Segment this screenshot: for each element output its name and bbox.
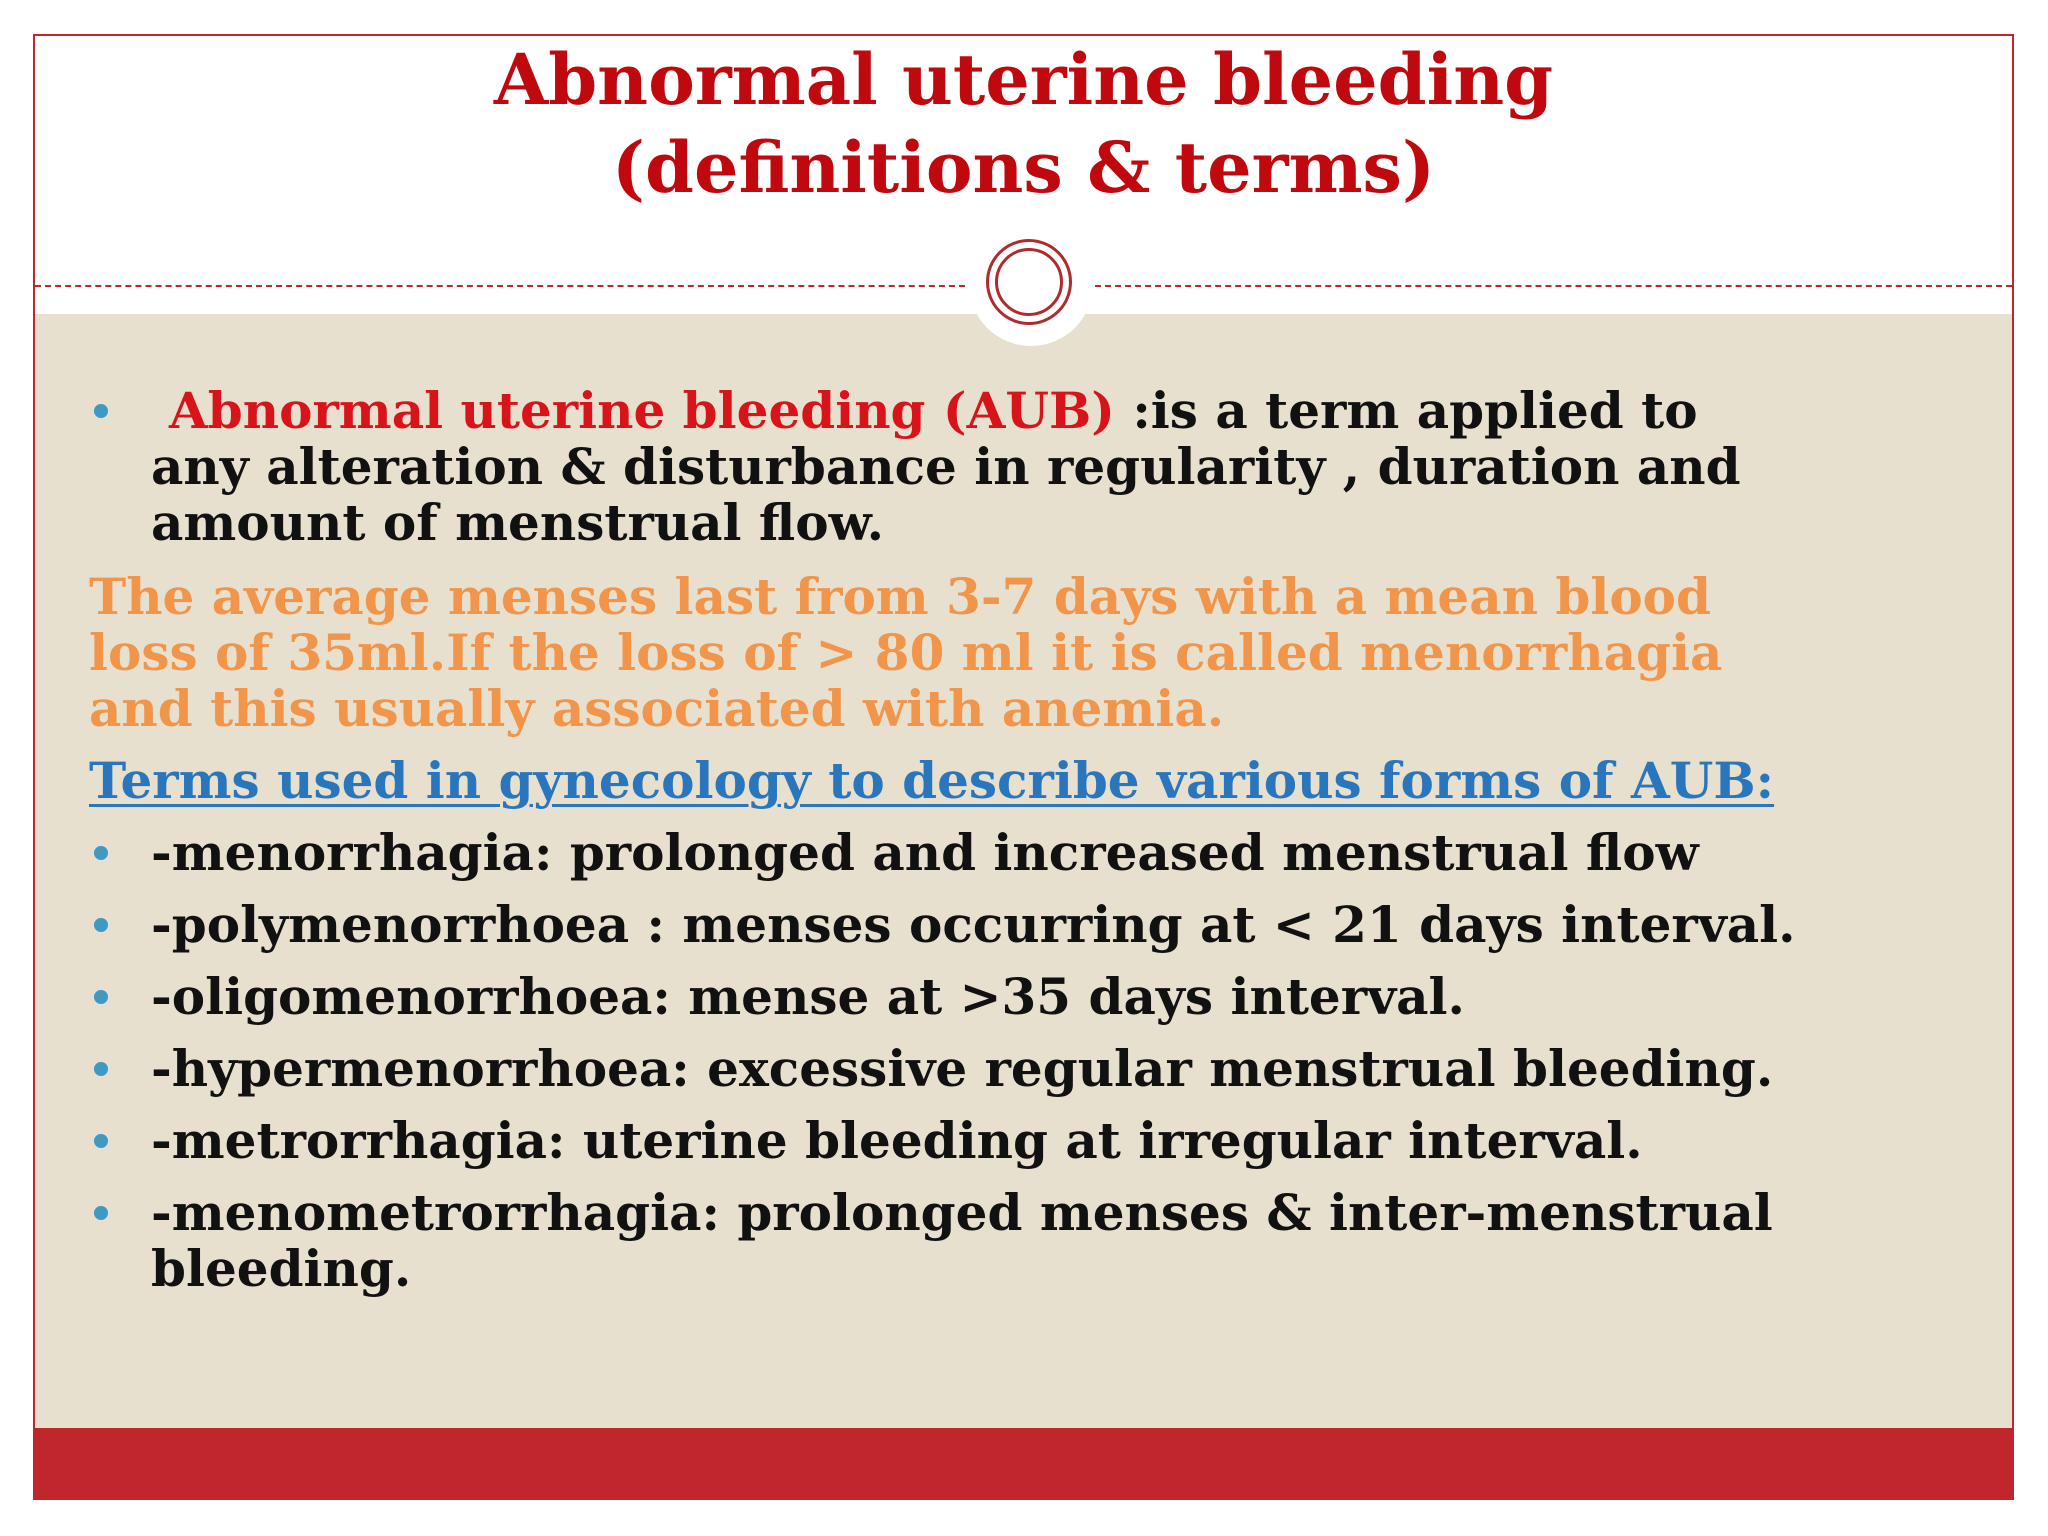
title-line-2: (definitions & terms) — [611, 126, 1436, 209]
bullet-icon — [94, 918, 108, 932]
term-text-continuation: bleeding. — [151, 1239, 412, 1298]
slide — [33, 34, 2014, 1500]
title-divider-left — [35, 285, 965, 287]
bullet-icon — [94, 846, 108, 860]
average-text-2: loss of 35ml.If the loss of > 80 ml it is called menorrhagia — [89, 623, 1723, 682]
bullet-icon — [94, 990, 108, 1004]
average-text-3: and this usually associated with anemia. — [89, 679, 1225, 738]
bullet-icon — [94, 1062, 108, 1076]
term-text: -menorrhagia: prolonged and increased menstrual flow — [151, 823, 1699, 882]
average-text-1: The average menses last from 3-7 days with a mean blood — [89, 567, 1711, 626]
circle-ring-inner — [995, 248, 1063, 316]
term-text: -hypermenorrhoea: excessive regular menstrual bleeding. — [151, 1039, 1774, 1098]
bullet-icon — [94, 1134, 108, 1148]
term-text: -polymenorrhoea : menses occurring at < 21 days interval. — [151, 895, 1796, 954]
circle-ring — [986, 239, 1072, 325]
decorative-circle-icon — [969, 222, 1093, 346]
intro-text-1: :is a term applied to — [1114, 381, 1698, 440]
intro-text-2: any alteration & disturbance in regularity , duration and — [151, 437, 1741, 496]
term-text: -metrorrhagia: uterine bleeding at irregular interval. — [151, 1111, 1643, 1170]
term-text: -menometrorrhagia: prolonged menses & inter-menstrual — [151, 1183, 1773, 1242]
intro-text-3: amount of menstrual flow. — [151, 493, 885, 552]
term-text: -oligomenorrhoea: mense at >35 days interval. — [151, 967, 1465, 1026]
bullet-icon — [94, 1206, 108, 1220]
title-line-1: Abnormal uterine bleeding — [493, 38, 1554, 121]
aub-term: Abnormal uterine bleeding (AUB) — [169, 381, 1115, 440]
terms-heading: Terms used in gynecology to describe various forms of AUB: — [89, 751, 1775, 810]
bullet-icon — [94, 404, 108, 418]
title-divider-right — [1095, 285, 2012, 287]
footer-accent-bar — [35, 1428, 2012, 1498]
